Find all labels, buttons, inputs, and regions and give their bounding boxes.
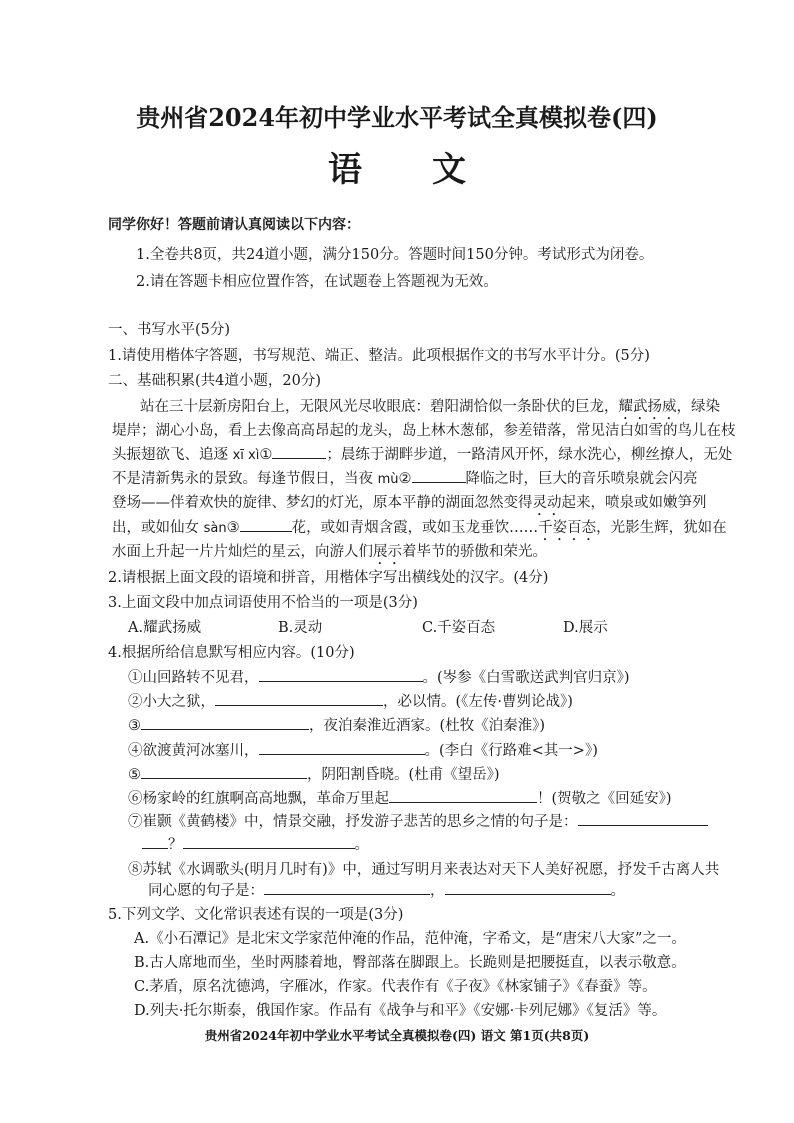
- q4-item-3: ③ ，夜泊秦淮近酒家。(杜牧《泊秦淮》): [128, 714, 545, 735]
- section-1-heading: 一、书写水平(5分): [108, 322, 231, 338]
- q4-item-5: ⑤ ，阴阳割昏晓。(杜甫《望岳》): [128, 763, 500, 784]
- answer-blank-1[interactable]: [272, 444, 326, 459]
- q5-option-d[interactable]: D.列夫·托尔斯泰，俄国作家。作品有《战争与和平》《安娜·卡列尼娜》《复活》等。: [134, 1003, 667, 1019]
- subject-char-2: 文: [432, 150, 466, 190]
- q4-blank-6[interactable]: [389, 788, 537, 803]
- answer-blank-2[interactable]: [412, 468, 466, 483]
- dotted-word-a: 耀武扬威: [618, 399, 677, 415]
- q4-blank-5[interactable]: [141, 764, 307, 779]
- subject-title: [0, 142, 794, 191]
- passage-line-7: 水面上升起一片片灿烂的星云，向游人们展示着毕节的骄傲和荣光。: [112, 544, 547, 560]
- dotted-word-b: 灵动: [532, 495, 562, 511]
- pinyin-1: xī xì: [232, 448, 260, 463]
- dotted-word-d: 展示: [373, 544, 402, 560]
- section-2-heading: 二、基础积累(共4道小题，20分): [108, 373, 321, 389]
- q5-option-c[interactable]: C.茅盾，原名沈德鸿，字雁冰，作家。代表作有《子夜》《林家铺子》《春蚕》等。: [134, 979, 657, 995]
- dotted-word-c: 千姿百态: [538, 520, 597, 536]
- passage-line-2: 堤岸；湖心小岛，看上去像高高昂起的龙头，岛上林木葱郁，参差错落，常见洁白如雪的鸟儿在枝: [112, 423, 736, 439]
- passage-line-3: 头振翅欲飞、追逐 xī xì① ；晨练于湖畔步道，一路清风开怀，绿水洗心，柳丝撩人，无处: [112, 443, 732, 464]
- question-1: 1.请使用楷体字答题，书写规范、端正、整洁。此项根据作文的书写水平计分。(5分): [108, 348, 650, 364]
- answer-blank-3[interactable]: [240, 517, 292, 532]
- notice-item-2: 2.请在答题卡相应位置作答，在试题卷上答题视为无效。: [136, 274, 498, 290]
- subject-char-1: 语: [328, 150, 362, 190]
- passage-line-1: 站在三十层新房阳台上，无限风光尽收眼底：碧阳湖恰似一条卧伏的巨龙，耀武扬威，绿染: [140, 399, 720, 415]
- notice-heading: 同学你好！答题前请认真阅读以下内容：: [108, 217, 360, 233]
- q3-option-c[interactable]: C.千姿百态: [422, 620, 496, 636]
- q3-option-b[interactable]: B.灵动: [278, 620, 323, 636]
- q4-blank-4[interactable]: [259, 740, 425, 755]
- q4-blank-8a[interactable]: [264, 880, 430, 895]
- q4-item-7-cont: ？ 。: [142, 833, 369, 854]
- question-5: 5.下列文学、文化常识表述有误的一项是(3分): [108, 907, 404, 923]
- q4-item-1: ①山回路转不见君， 。(岑参《白雪歌送武判官归京》): [128, 666, 630, 687]
- question-3: 3.上面文段中加点词语使用不恰当的一项是(3分): [108, 595, 418, 611]
- pinyin-2: mù: [377, 472, 399, 487]
- q4-item-7: ⑦崔颢《黄鹤楼》中，情景交融，抒发游子悲苦的思乡之情的句子是：: [128, 810, 708, 831]
- q4-blank-1[interactable]: [259, 667, 423, 682]
- q4-blank-7c[interactable]: [183, 834, 355, 849]
- q5-option-a[interactable]: A.《小石潭记》是北宋文学家范仲淹的作品，范仲淹，字希文，是“唐宋八大家”之一。: [134, 931, 686, 947]
- passage-line-4: 不是清新隽永的景致。每逢节假日，当夜 mù② 降临之时，巨大的音乐喷泉就会闪亮: [112, 467, 698, 488]
- q5-option-b[interactable]: B.古人席地而坐，坐时两膝着地，臀部落在脚跟上。长跪则是把腰挺直，以表示敬意。: [134, 955, 686, 971]
- q4-item-6: ⑥杨家岭的红旗啊高高地飘，革命万里起 ！(贺敬之《回延安》): [128, 787, 672, 808]
- question-4: 4.根据所给信息默写相应内容。(10分): [108, 645, 355, 661]
- q4-item-8-cont: 同心愿的句子是： ， 。: [148, 879, 625, 900]
- q4-blank-2[interactable]: [215, 691, 383, 706]
- question-2: 2.请根据上面文段的语境和拼音，用楷体字写出横线处的汉字。(4分): [108, 570, 549, 586]
- q4-blank-7a[interactable]: [578, 811, 708, 826]
- notice-item-1: 1.全卷共8页，共24道小题，满分150分。答题时间150分钟。考试形式为闭卷。: [136, 247, 654, 263]
- q3-option-a[interactable]: A.耀武扬威: [128, 620, 202, 636]
- passage-line-5: 登场——伴着欢快的旋律、梦幻的灯光，原本平静的湖面忽然变得灵动起来，喷泉或如嫩笋列: [112, 495, 707, 511]
- pinyin-3: sàn: [203, 521, 227, 536]
- passage-line-6: 出，或如仙女 sàn③ 花，或如青烟含霞，或如玉龙垂饮……千姿百态，光影生辉，犹如在: [112, 516, 727, 544]
- q4-item-2: ②小大之狱， ，必以情。(《左传·曹刿论战》): [128, 690, 573, 711]
- exam-title: 贵州省2024年初中学业水平考试全真模拟卷(四): [136, 103, 658, 132]
- q4-blank-7b[interactable]: [142, 834, 168, 849]
- page-footer: 贵州省2024年初中学业水平考试全真模拟卷(四) 语文 第1页(共8页): [204, 1028, 590, 1043]
- q4-blank-3[interactable]: [141, 715, 309, 730]
- q4-item-4: ④欲渡黄河冰塞川， 。(李白《行路难<其一>》): [128, 739, 598, 760]
- q4-item-8: ⑧苏轼《水调歌头(明月几时有)》中，通过写明月来表达对天下人美好祝愿，抒发千古离人共: [128, 862, 720, 878]
- q3-option-d[interactable]: D.展示: [563, 620, 608, 636]
- q4-blank-8b[interactable]: [445, 880, 611, 895]
